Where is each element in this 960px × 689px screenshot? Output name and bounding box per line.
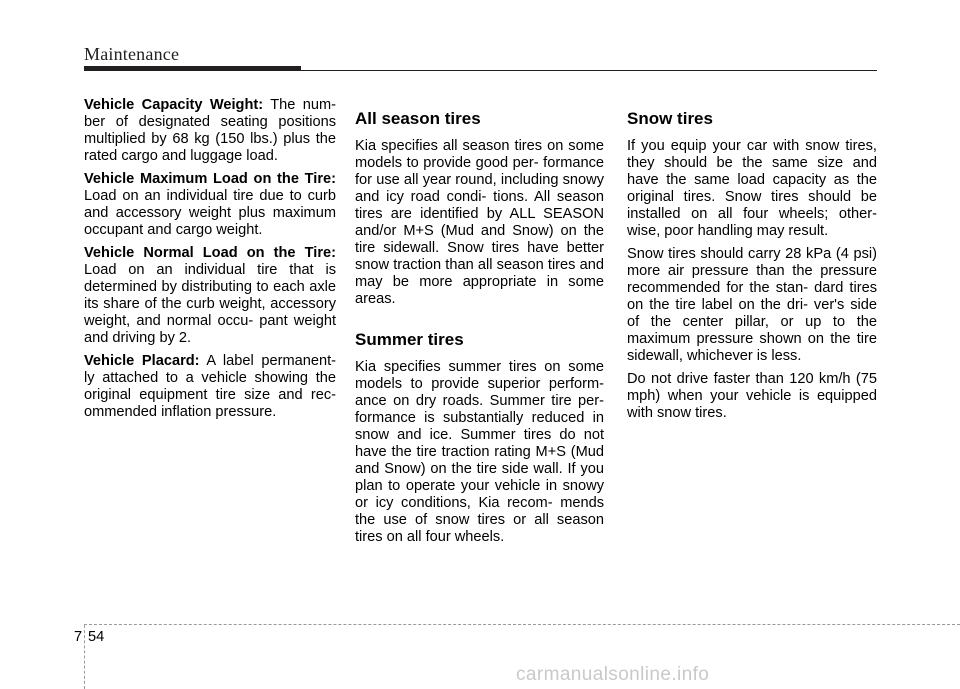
footer-divider xyxy=(84,625,85,689)
footer-rule xyxy=(84,624,960,625)
chapter-number: 7 xyxy=(74,629,83,645)
section-heading-summer: Summer tires xyxy=(355,330,464,349)
definition-term: Vehicle Placard: xyxy=(84,353,200,369)
snow-paragraph: Snow tires should carry 28 kPa (4 psi) more air pressure than the pressure recommended for the stan- dard tires on the tire label on the dri- ver's side of the center pillar, or up to the maximum pressure shown on the tire sidewall, whichever is less. xyxy=(627,246,877,364)
header-rule-thin xyxy=(300,70,877,71)
definition-term: Vehicle Normal Load on the Tire: xyxy=(84,245,336,261)
definition-paragraph xyxy=(84,245,336,347)
column-tire-types xyxy=(355,109,604,552)
section-heading-all-season: All season tires xyxy=(355,109,481,128)
column-definitions xyxy=(84,97,336,427)
definition-term: Vehicle Capacity Weight: xyxy=(84,97,264,113)
definition-paragraph xyxy=(84,171,336,239)
section-text-summer: Kia specifies summer tires on some models to provide superior perform- ance on dry roads. Summer tire per- formance is substantially reduced in snow and ice. Summer tires do not have the tire traction rating M+S (Mud and Snow) on the tire side wall. If you plan to operate your vehicle in snowy or icy conditions, Kia recom- mends the use of snow tires or all season tires on all four wheels. xyxy=(355,359,604,545)
definition-text: The num- ber of designated seating positions multiplied by 68 kg (150 lbs.) plus the rated cargo and luggage load. xyxy=(84,97,336,164)
watermark: carmanualsonline.info xyxy=(516,664,710,685)
definition-term: Vehicle Maximum Load on the Tire: xyxy=(84,171,336,187)
header-rule-thick xyxy=(84,66,301,71)
section-text-all-season: Kia specifies all season tires on some models to provide good per- formance for use all year round, including snowy and icy road condi- tions. All season tires are identified by ALL SEASON and/or M+S (Mud and Snow) on the tire sidewall. Snow tires have better snow traction than all season tires and may be more appropriate in some areas. xyxy=(355,138,604,307)
header-title: Maintenance xyxy=(84,44,180,64)
definition-text: A label permanent- ly attached to a vehicle showing the original equipment tire size and rec- ommended inflation pressure. xyxy=(84,353,337,420)
snow-paragraph: If you equip your car with snow tires, they should be the same size and have the same load capacity as the original tires. Snow tires should be installed on all four wheels; other- wise, poor handling may result. xyxy=(627,138,877,239)
definition-text: Load on an individual tire that is determined by distributing to each axle its share of the curb weight, accessory weight, and normal occu- pant weight and driving by 2. xyxy=(84,262,336,346)
section-heading-snow: Snow tires xyxy=(627,109,713,128)
page-number: 54 xyxy=(88,629,105,645)
definition-paragraph xyxy=(84,97,336,165)
column-snow-tires xyxy=(627,109,877,428)
snow-paragraph: Do not drive faster than 120 km/h (75 mph) when your vehicle is equipped with snow tires. xyxy=(627,371,877,421)
definition-paragraph xyxy=(84,353,336,421)
definition-text: Load on an individual tire due to curb and accessory weight plus maximum occupant and cargo weight. xyxy=(84,188,336,238)
